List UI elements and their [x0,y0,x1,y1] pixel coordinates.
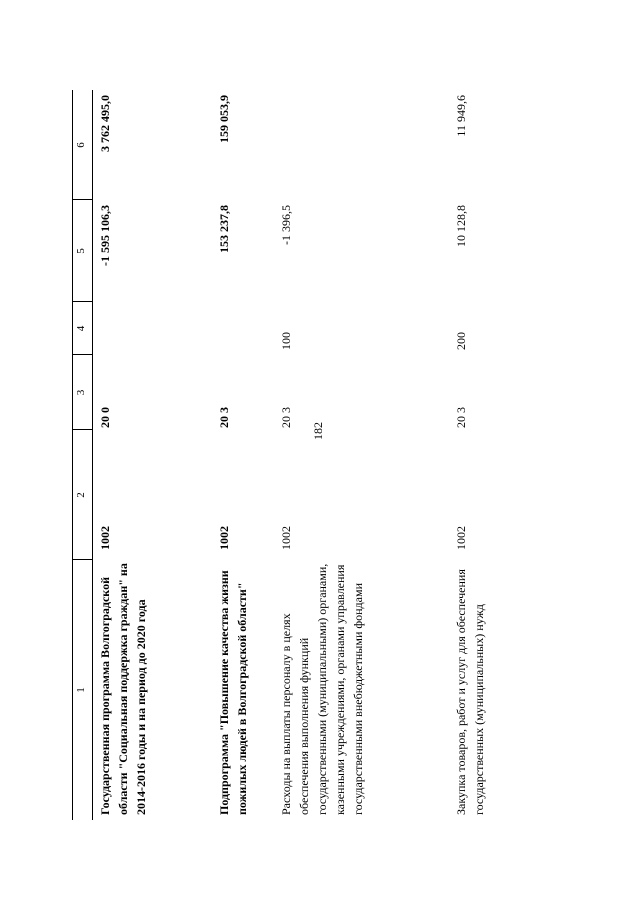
table-row-name: Расходы на выплаты персоналу в целях обеспечения выполнения функций государственными (муниципальными) органами, казенными учреждениями, органами управления государственными внебюджетными фондами [279,563,365,815]
budget-table [72,90,632,820]
table-row-change: 10 128,8 [454,205,468,247]
table-row-name: Государственная программа Волгоградской области "Социальная поддержка граждан" на 2014-2016 годы и на период до 2020 года [98,563,148,815]
table-row-section: 1002 [98,526,112,550]
header-bottom-rule [92,90,93,820]
table-row-section: 1002 [454,526,468,550]
table-row-change: -1 595 106,3 [98,205,112,266]
column-header: 5 [75,248,87,254]
table-row-section: 1002 [217,526,231,550]
table-row-change: 153 237,8 [217,205,231,253]
table-row-target: 20 0 [98,407,112,428]
column-header: 1 [75,687,87,693]
table-row-expense-type: 200 [454,332,468,350]
table-row-target: 20 3 [217,407,231,428]
table-row-total: 11 949,6 [454,95,468,137]
table-row-change: -1 396,5 [279,205,293,245]
table-row-section: 1002 [279,526,293,550]
table-row-total: 159 053,9 [217,95,231,143]
column-header: 3 [75,389,87,396]
column-header: 4 [75,325,87,332]
page-number: 182 [311,422,325,440]
table-row-expense-type: 100 [279,332,293,350]
table-row-name: Подпрограмма "Повышение качества жизни пожилых людей в Волгоградской области" [217,570,249,815]
table-row-target: 20 3 [454,407,468,428]
table-row-target: 20 3 [279,407,293,428]
column-header: 2 [75,492,87,498]
table-row-total: 3 762 495,0 [98,95,112,152]
column-header: 6 [75,142,87,148]
table-row-name: Закупка товаров, работ и услуг для обеспечения государственных (муниципальных) нужд [454,569,486,815]
